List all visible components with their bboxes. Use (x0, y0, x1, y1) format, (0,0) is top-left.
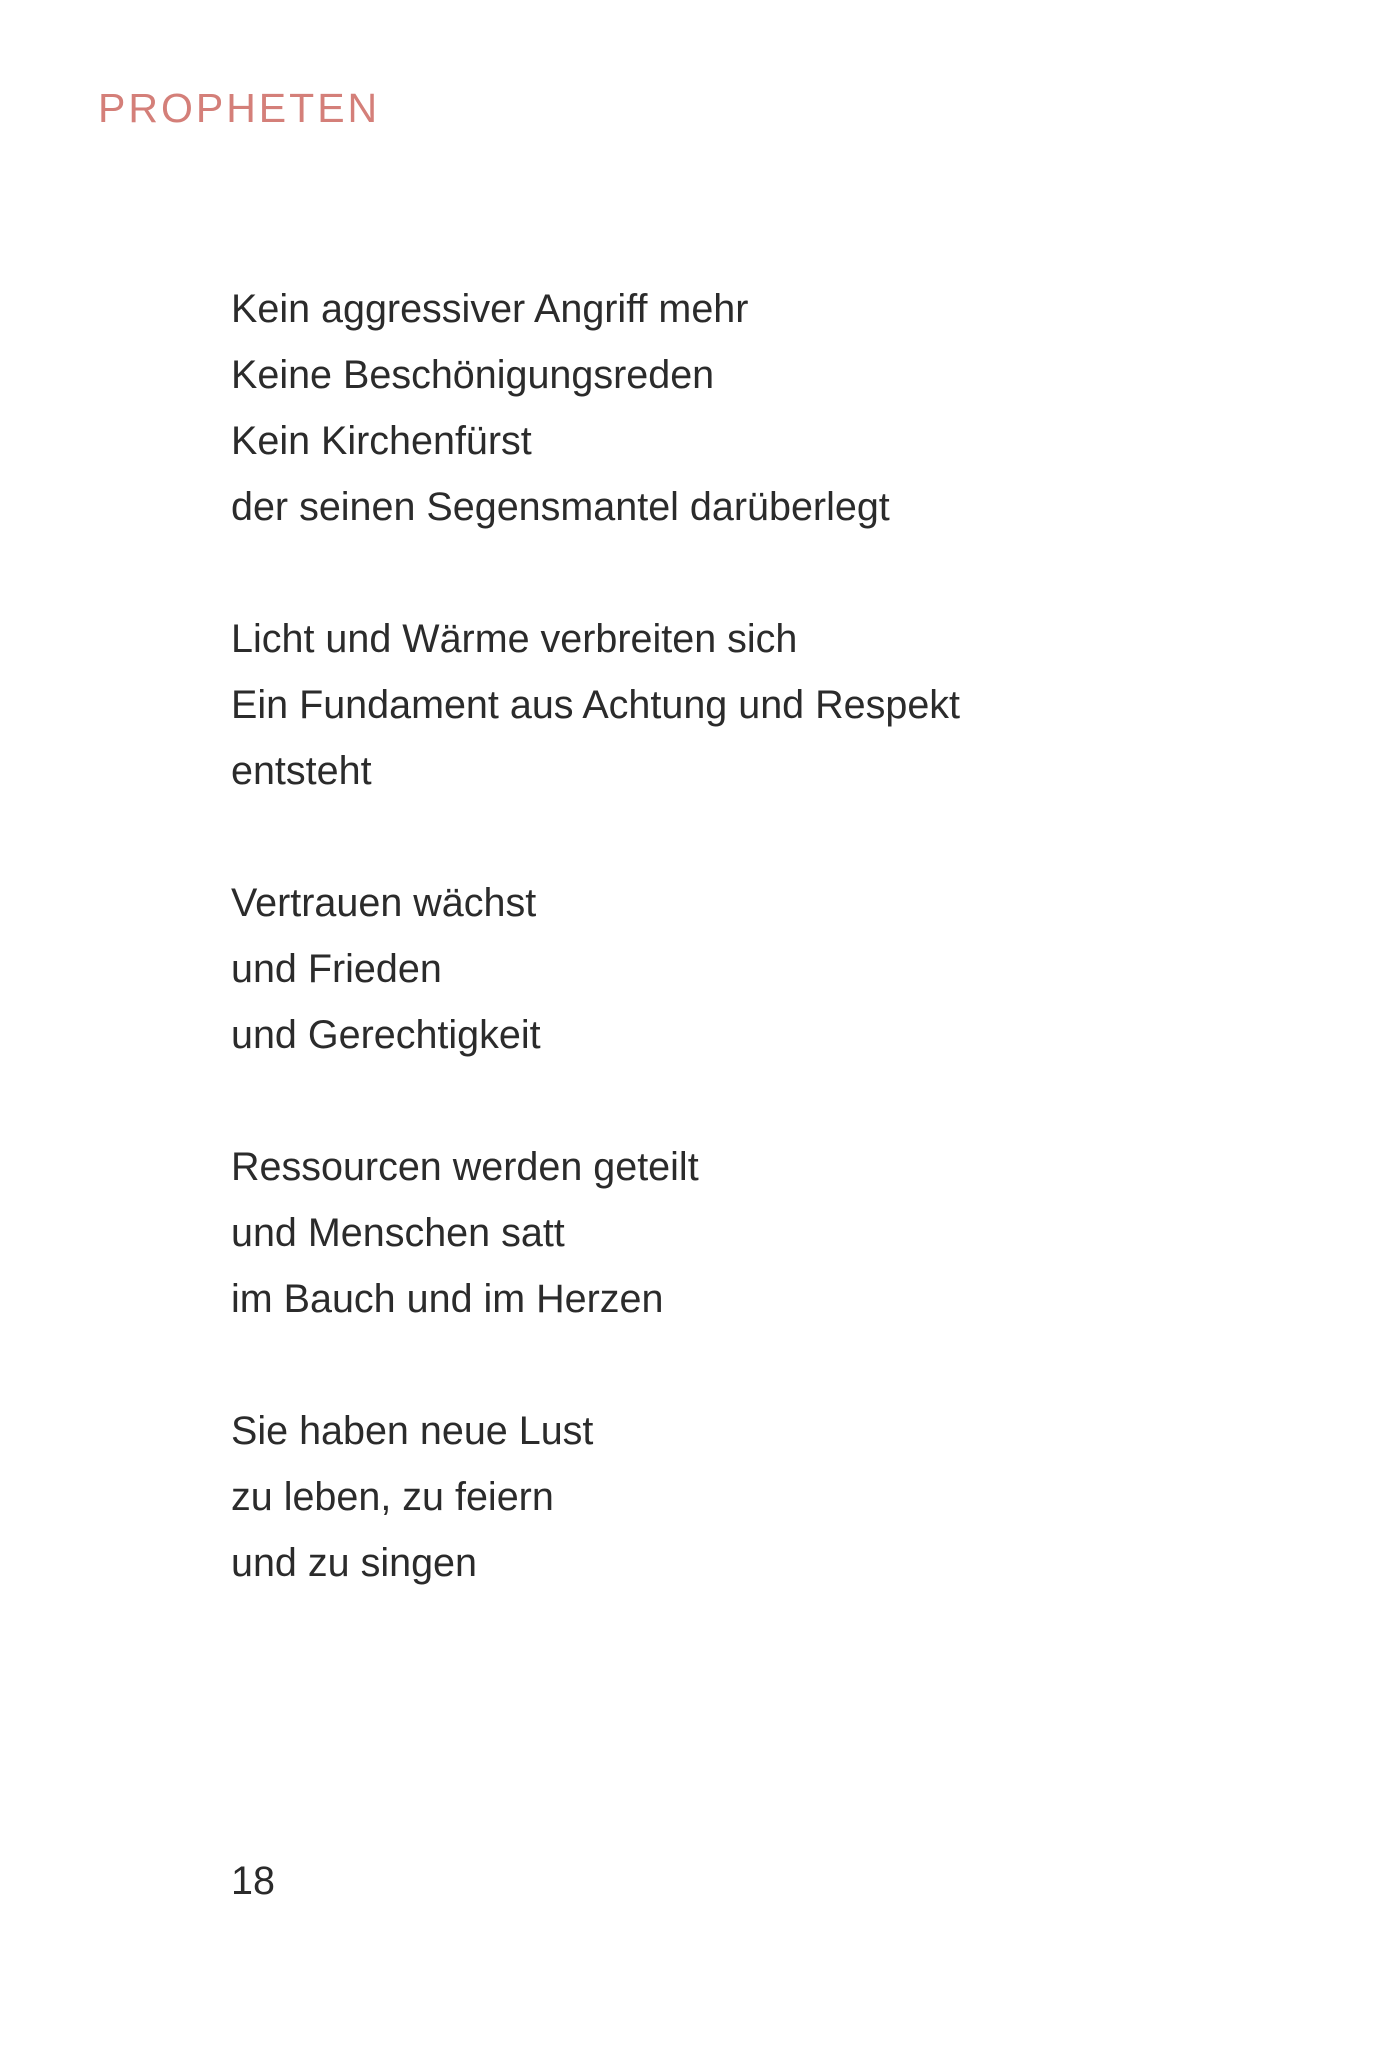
poem-line: und zu singen (231, 1541, 477, 1585)
poem-line: Kein aggressiver Angriff mehr (231, 287, 749, 331)
poem (231, 276, 1231, 1596)
poem-line: der seinen Segensmantel darüberlegt (231, 485, 890, 529)
poem-line: Kein Kirchenfürst (231, 419, 532, 463)
poem-line: zu leben, zu feiern (231, 1475, 554, 1519)
stanza (231, 1398, 1231, 1596)
poem-line: Licht und Wärme verbreiten sich (231, 617, 798, 661)
poem-line: Ressourcen werden geteilt (231, 1145, 699, 1189)
running-head: PROPHETEN (98, 85, 381, 131)
poem-line: Vertrauen wächst (231, 881, 537, 925)
page-number: 18 (231, 1859, 275, 1903)
stanza (231, 606, 1231, 804)
stanza (231, 276, 1231, 540)
poem-line: und Menschen satt (231, 1211, 565, 1255)
poem-line: und Frieden (231, 947, 442, 991)
stanza (231, 1134, 1231, 1332)
poem-line: Sie haben neue Lust (231, 1409, 594, 1453)
poem-line: Keine Beschönigungsreden (231, 353, 715, 397)
poem-line: und Gerechtigkeit (231, 1013, 541, 1057)
poem-line: im Bauch und im Herzen (231, 1277, 664, 1321)
poem-line: Ein Fundament aus Achtung und Respekt (231, 683, 961, 727)
poem-line: entsteht (231, 749, 372, 793)
stanza (231, 870, 1231, 1068)
